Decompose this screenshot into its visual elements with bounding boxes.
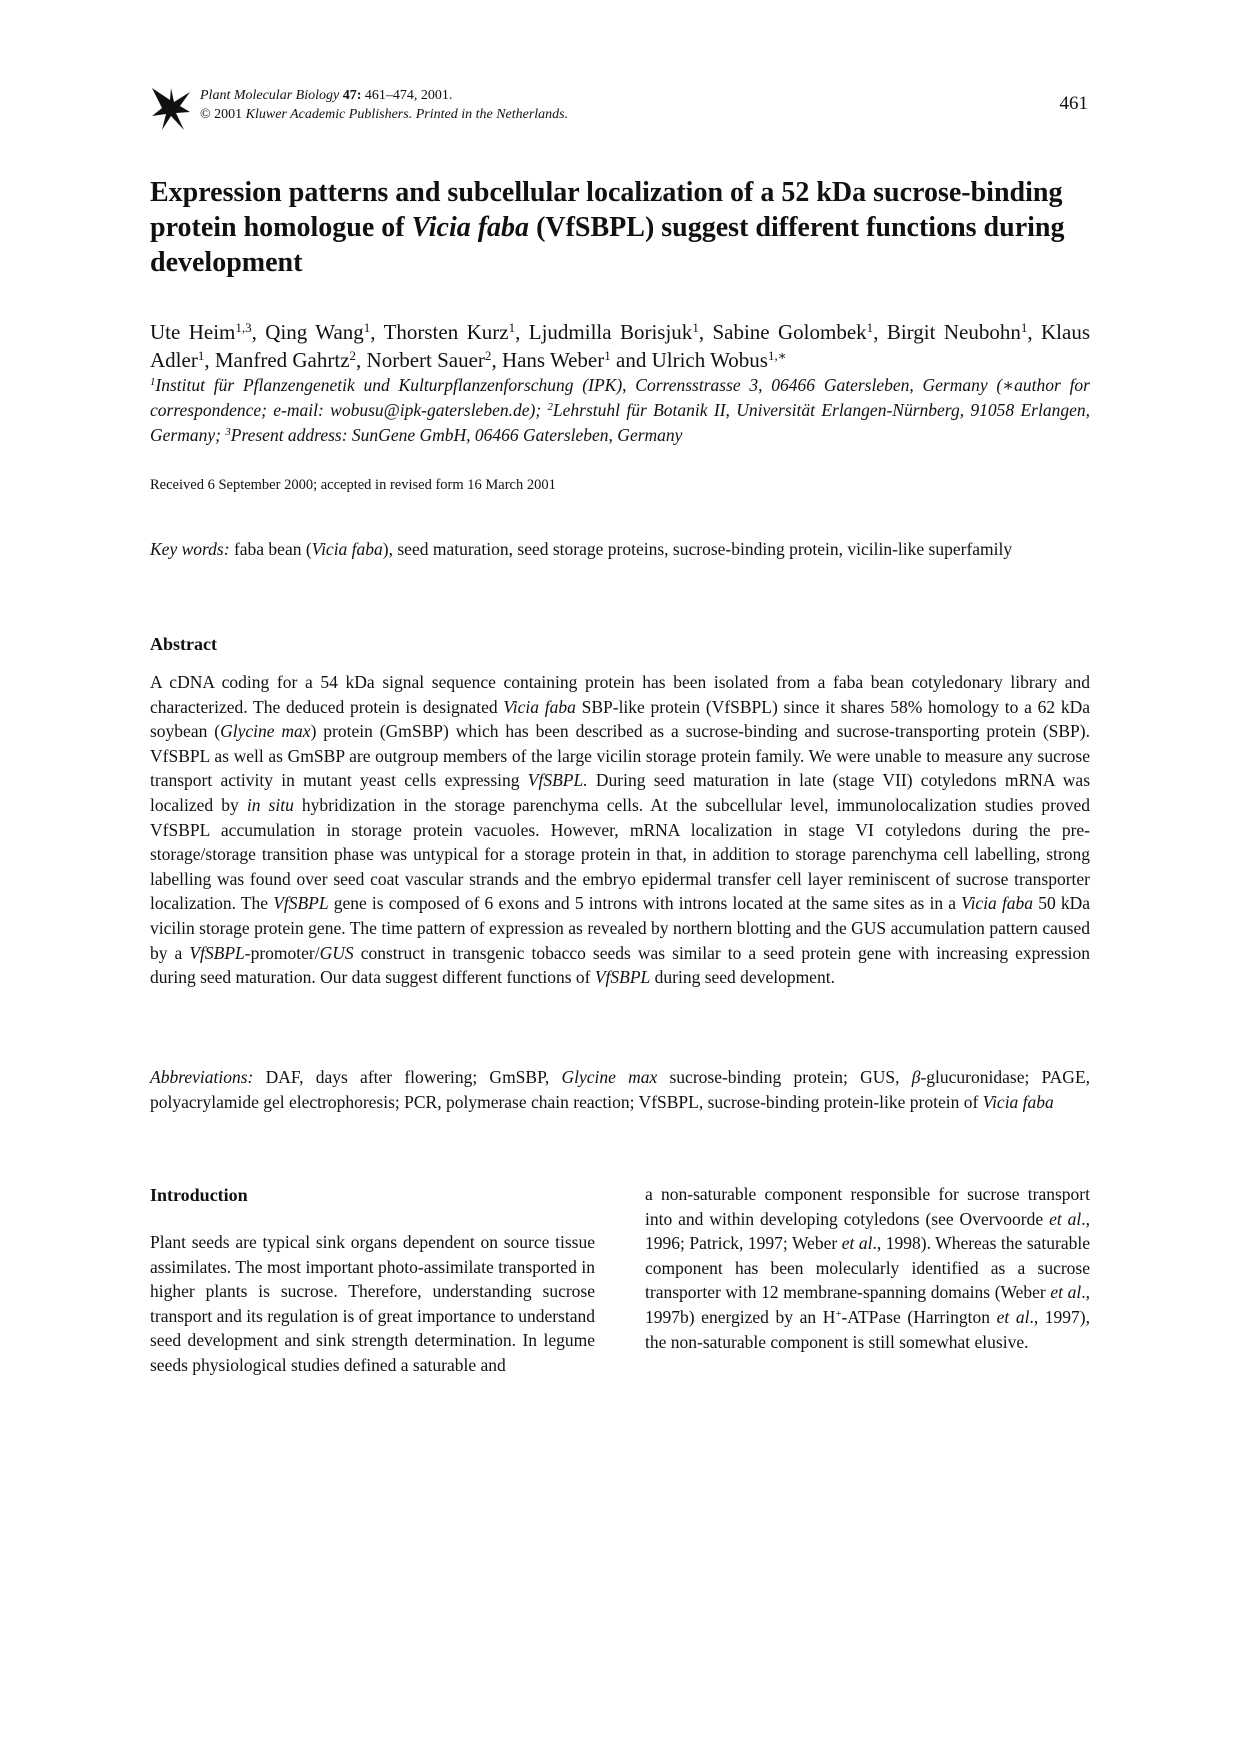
abstract-italic: Glycine max	[220, 721, 311, 742]
abstract-italic: Vicia faba	[961, 893, 1034, 914]
abstract-italic: Vicia faba	[503, 696, 576, 717]
author-separator: ,	[491, 348, 502, 372]
printed-note: Printed in the Netherlands.	[415, 107, 569, 122]
author-affiliation-marker: 1	[197, 347, 205, 363]
introduction-right-column	[645, 1182, 1090, 1354]
publisher-logo	[150, 86, 192, 132]
introduction-left-column: Plant seeds are typical sink organs dependent on source tissue assimilates. The most important photo-assimilate transported in higher plants is sucrose. Therefore, understanding sucrose transport and its regulation is of great importance to understand seed development and sink strength determination. In legume seeds physiological studies defined a saturable and	[150, 1232, 595, 1375]
et-al: et al	[1050, 1282, 1082, 1303]
keywords-label: Key words:	[150, 539, 230, 559]
title-part-2: (VfSBPL) suggest different functions during development	[150, 212, 1065, 278]
journal-volume: 47:	[342, 88, 362, 103]
journal-line-2	[200, 105, 568, 124]
author-affiliation-marker: 2	[484, 347, 492, 363]
author-affiliation-marker: 2	[349, 347, 357, 363]
abstract-body	[150, 670, 1090, 990]
author-separator: ,	[251, 320, 266, 344]
author-affiliation-marker: 1	[866, 319, 874, 335]
author-name: Hans Weber	[501, 348, 605, 372]
abbreviations-text: DAF, days after flowering; GmSBP,	[253, 1067, 562, 1087]
affiliation-marker: 2	[547, 401, 553, 414]
author-separator: ,	[370, 320, 384, 344]
et-al: et al	[841, 1233, 873, 1254]
journal-citation	[200, 86, 568, 124]
journal-name: Plant Molecular Biology	[200, 88, 340, 103]
author-affiliation-marker: 1	[363, 319, 371, 335]
page-number: 461	[1059, 93, 1088, 114]
abbreviations-italic: Glycine max	[561, 1067, 658, 1087]
keywords-text: ), seed maturation, seed storage proteins, sucrose-binding protein, vicilin-like superfamily	[382, 539, 1013, 559]
abstract-italic: in situ	[246, 794, 294, 815]
intro-text: a non-saturable component responsible for sucrose transport into and within developing cotyledons (see Overvoorde	[645, 1184, 1090, 1229]
author-name: Ulrich Wobus	[651, 348, 768, 372]
abstract-italic: VfSBPL	[189, 942, 245, 963]
introduction-heading: Introduction	[150, 1185, 248, 1205]
author-name: Sabine Golombek	[712, 320, 867, 344]
abstract-italic: VfSBPL	[273, 893, 329, 914]
author-affiliation-marker: 1,∗	[767, 347, 787, 363]
journal-line-1	[200, 86, 568, 105]
title-part-1: Expression patterns and subcellular localization of a 52 kDa sucrose-binding protein homologue of	[150, 177, 1063, 243]
affiliation-text: Present address: SunGene GmbH, 06466 Gatersleben, Germany	[230, 425, 683, 445]
author-separator: ,	[1027, 320, 1041, 344]
et-al: et al	[996, 1306, 1030, 1327]
abbreviations-text: sucrose-binding protein; GUS,	[657, 1067, 912, 1087]
copyright: © 2001	[200, 107, 243, 122]
abbreviations-label: Abbreviations:	[150, 1067, 254, 1087]
keywords-species: Vicia faba	[311, 539, 383, 559]
abstract-text: During seed maturation in late (stage VII) cotyledons mRNA was localized by	[150, 770, 1091, 815]
abstract-italic: GUS	[319, 942, 354, 963]
abstract-heading: Abstract	[150, 634, 217, 654]
abstract-text: -promoter/	[244, 942, 320, 963]
journal-pages: 461–474, 2001.	[364, 88, 453, 103]
author-separator: ,	[873, 320, 887, 344]
author-list	[150, 318, 1090, 374]
abstract-text: SBP-like protein (VfSBPL) since it shares 58% homology to a 62 kDa soybean (	[150, 696, 1090, 742]
author-name: Ljudmilla Borisjuk	[528, 320, 693, 344]
received-date: Received 6 September 2000; accepted in revised form 16 March 2001	[150, 477, 556, 493]
abstract-italic: VfSBPL.	[527, 770, 588, 791]
abbreviations-italic: Vicia faba	[982, 1092, 1054, 1112]
author-name: Qing Wang	[265, 320, 364, 344]
affiliation-marker: 3	[225, 426, 231, 439]
author-affiliation-marker: 1	[1020, 319, 1028, 335]
keywords	[150, 537, 1090, 562]
abstract-text: ) protein (GmSBP) which has been described as a sucrose-binding and sucrose-transporting protein (SBP). VfSBPL as well as GmSBP are outgroup members of the large vicilin storage protein family. We were unable to measure any sucrose transport activity in mutant yeast cells expressing	[150, 721, 1090, 791]
abstract-text: construct in transgenic tobacco seeds was similar to a seed protein gene with increasing expression during seed maturation. Our data suggest different functions of	[150, 942, 1090, 988]
author-name: Birgit Neubohn	[886, 320, 1021, 344]
superscript-plus: +	[835, 1308, 842, 1321]
affiliation-text: Institut für Pflanzengenetik und Kulturpflanzenforschung (IPK), Corrensstrasse 3, 06466 Gatersleben, Germany (∗author for correspondence; e-mail: wobusu@ipk-gatersleben.de);	[150, 375, 1090, 420]
intro-text: ., 1996; Patrick, 1997; Weber	[645, 1208, 1091, 1254]
author-affiliation-marker: 1	[508, 319, 516, 335]
author-affiliation-marker: 1	[604, 347, 611, 363]
intro-text: ., 1997), the non-saturable component is still somewhat elusive.	[645, 1306, 1091, 1352]
abstract-text: A cDNA coding for a 54 kDa signal sequence containing protein has been isolated from a faba bean cotyledonary library and characterized. The deduced protein is designated	[150, 672, 1090, 717]
publisher: Kluwer Academic Publishers.	[245, 107, 413, 122]
author-name: Manfred Gahrtz	[214, 348, 350, 372]
author-name: Norbert Sauer	[366, 348, 485, 372]
abstract-text: hybridization in the storage parenchyma cells. At the subcellular level, immunolocalization studies proved VfSBPL accumulation in storage protein vacuoles. However, mRNA localization in stage VI cotyledons during the pre-storage/storage transition phase was untypical for a storage protein in that, in addition to storage parenchyma cell labelling, strong labelling was found over seed coat vascular strands and the embryo epidermal transfer cell layer reminiscent of sucrose transporter localization. The	[150, 794, 1090, 914]
intro-text: -ATPase (Harrington	[841, 1306, 997, 1327]
abbreviations-text: -glucuronidase; PAGE, polyacrylamide gel electrophoresis; PCR, polymerase chain reaction; VfSBPL, sucrose-binding protein-like protein of	[150, 1067, 1091, 1112]
author-affiliation-marker: 1,3	[235, 319, 252, 335]
author-separator: ,	[698, 320, 713, 344]
author-separator: ,	[356, 348, 367, 372]
intro-text: ., 1998). Whereas the saturable component has been molecularly identified as a sucrose transporter with 12 membrane-spanning domains (Weber	[645, 1233, 1090, 1303]
title-species: Vicia faba	[411, 212, 530, 243]
intro-text: ., 1997b) energized by an H	[645, 1282, 1090, 1327]
abbreviations	[150, 1065, 1090, 1115]
author-name: Klaus Adler	[150, 320, 1090, 372]
abstract-text: gene is composed of 6 exons and 5 introns with introns located at the same sites as in a	[328, 893, 962, 914]
abstract-text: 50 kDa vicilin storage protein gene. The time pattern of expression as revealed by northern blotting and the GUS accumulation pattern caused by a	[150, 893, 1091, 963]
abstract-text: during seed development.	[650, 967, 835, 988]
keywords-text: faba bean (	[229, 539, 312, 559]
author-separator: and	[610, 348, 652, 372]
article-title	[150, 175, 1090, 280]
author-affiliation-marker: 1	[692, 319, 699, 335]
author-name: Thorsten Kurz	[383, 320, 509, 344]
author-separator: ,	[204, 348, 215, 372]
author-separator: ,	[515, 320, 529, 344]
et-al: et al	[1049, 1208, 1082, 1229]
affiliations	[150, 373, 1090, 448]
affiliation-text: Lehrstuhl für Botanik II, Universität Erlangen-Nürnberg, 91058 Erlangen, Germany;	[150, 400, 1090, 445]
abstract-italic: VfSBPL	[594, 967, 651, 988]
beta-symbol: β	[911, 1067, 921, 1087]
affiliation-marker: 1	[150, 376, 156, 389]
author-name: Ute Heim	[150, 320, 236, 344]
